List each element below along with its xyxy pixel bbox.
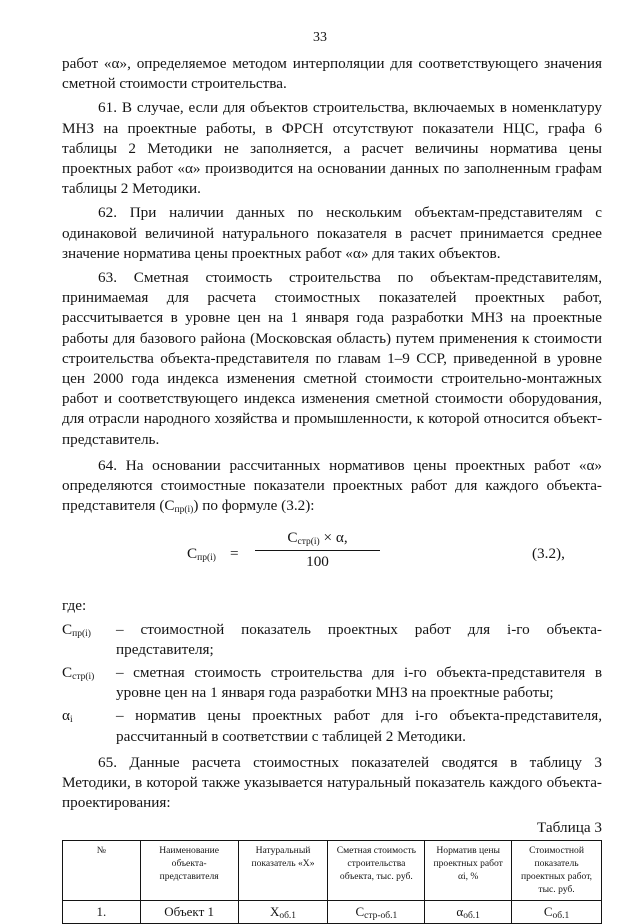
document-body (62, 54, 602, 924)
formula-num-rest: × α, (319, 529, 348, 547)
table-3 (62, 840, 602, 924)
formula-fraction (255, 528, 380, 571)
table-cell-num: 1. (63, 900, 141, 923)
formula-num-subscript: стр(i) (297, 537, 320, 548)
table-header-cell: Натуральный показатель «Х» (238, 840, 328, 900)
formula-denominator: 100 (306, 552, 329, 570)
definition-text: – сметная стоимость строительства для i-го объекта-представителя в уровне цен на 1 января года разработки МНЗ на проектные работы; (116, 664, 602, 702)
definition-symbol (62, 620, 116, 660)
formula-num-symbol: С (287, 529, 298, 547)
table-caption: Таблица 3 (537, 818, 602, 836)
definition-symbol-main: С (62, 620, 73, 638)
table-header-cell: Стоимостной показатель проектных работ, тыс. руб. (512, 840, 602, 900)
definition-symbol (62, 663, 116, 703)
definition-cstr (62, 663, 602, 703)
paragraph-continuation: работ «α», определяемое методом интерполяции для соответствующего значения сметной стоимости строительства. (62, 55, 602, 93)
cell-p-sub: об.1 (552, 910, 570, 921)
table-cell-name: Объект 1 (140, 900, 238, 923)
table-cell-x (238, 900, 328, 923)
formula-3-2 (62, 528, 602, 586)
definition-symbol-main: α (62, 707, 70, 725)
page-number: 33 (313, 30, 327, 45)
table-header-row (63, 840, 602, 900)
cell-x-main: Х (269, 903, 280, 919)
formula-numerator (255, 528, 380, 550)
table-header-cell: № (63, 840, 141, 900)
table-cell-cost (328, 900, 425, 923)
where-label: где: (62, 597, 87, 615)
table-cell-alpha (425, 900, 512, 923)
paragraph-63: 63. Сметная стоимость строительства по объектам-представителям, принимаемая для расчета стоимостных показателей проектных работ, рассчитывается в уровне цен на 1 января года разработки МНЗ на проектные работы для базового района (Московская область) путем применения к стоимости строительства объекта-представителя по главам 1–9 ССР, приведенной в уровне цен 2000 года индекса изменения сметной стоимости строительно-монтажных работ и соответствующего индекса изменения сметной стоимости оборудования, для отрасли народного хозяйства и промышленности, к которой относится объект-представитель. (62, 269, 602, 448)
paragraph-62: 62. При наличии данных по нескольким объектам-представителям с одинаковой величиной натурального показателя в расчет принимается среднее значение норматива цены проектных работ «α» для таких объектов. (62, 204, 602, 262)
definition-symbol-sub: i (69, 715, 73, 726)
definition-symbol-main: С (62, 664, 73, 682)
formula-equals: = (230, 545, 239, 563)
cell-a-main: α (456, 903, 464, 919)
paragraph-64-text-a: 64. На основании рассчитанных нормативов цены проектных работ «α» определяются стоимостные показатели проектных работ для каждого объекта-представителя (С (62, 456, 602, 515)
definition-text: – норматив цены проектных работ для i-го объекта-представителя, рассчитанный в соответствии с таблицей 2 Методики. (116, 707, 602, 745)
cell-p-main: С (543, 903, 553, 919)
paragraph-64-subscript: пр(i) (174, 505, 194, 516)
paragraph-64 (62, 456, 602, 517)
cell-c-main: С (355, 903, 365, 919)
paragraph-61: 61. В случае, если для объектов строительства, включаемых в номенклатуру МНЗ на проектные работы, в ФРСН отсутствуют показатели НЦС, графа 6 таблицы 2 Методики не заполняется, а расчет величины норматива цены проектных работ «α» производится на основании данных по заполненным графам таблицы 2 Методики. (62, 99, 602, 198)
cell-a-sub: об.1 (463, 910, 480, 921)
definition-symbol-sub: стр(i) (72, 672, 95, 683)
definition-text: – стоимостной показатель проектных работ для i-го объекта-представителя; (116, 620, 602, 658)
paragraph-65: 65. Данные расчета стоимостных показателей сводятся в таблицу 3 Методики, в которой также указывается натуральный показатель каждого объекта-проектирования: (62, 753, 602, 812)
definition-symbol-sub: пр(i) (72, 628, 91, 639)
formula-lhs (187, 544, 216, 564)
formula-lhs-subscript: пр(i) (197, 553, 216, 564)
cell-c-sub: стр-об.1 (364, 910, 398, 921)
cell-x-sub: об.1 (279, 910, 297, 921)
table-header-cell: Норматив цены проектных работ αi, % (425, 840, 512, 900)
formula-lhs-symbol: С (187, 545, 198, 563)
formula-reference: (3.2), (532, 545, 565, 563)
paragraph-64-text-b: ) по формуле (3.2): (193, 497, 315, 515)
table-header-cell: Сметная стоимость строительства объекта, тыс. руб. (328, 840, 425, 900)
table-row (63, 900, 602, 923)
table-cell-indicator (512, 900, 602, 923)
definition-cpr (62, 620, 602, 660)
definition-alpha (62, 706, 602, 746)
definition-symbol (62, 706, 116, 746)
table-header-cell: Наименование объекта-представителя (140, 840, 238, 900)
